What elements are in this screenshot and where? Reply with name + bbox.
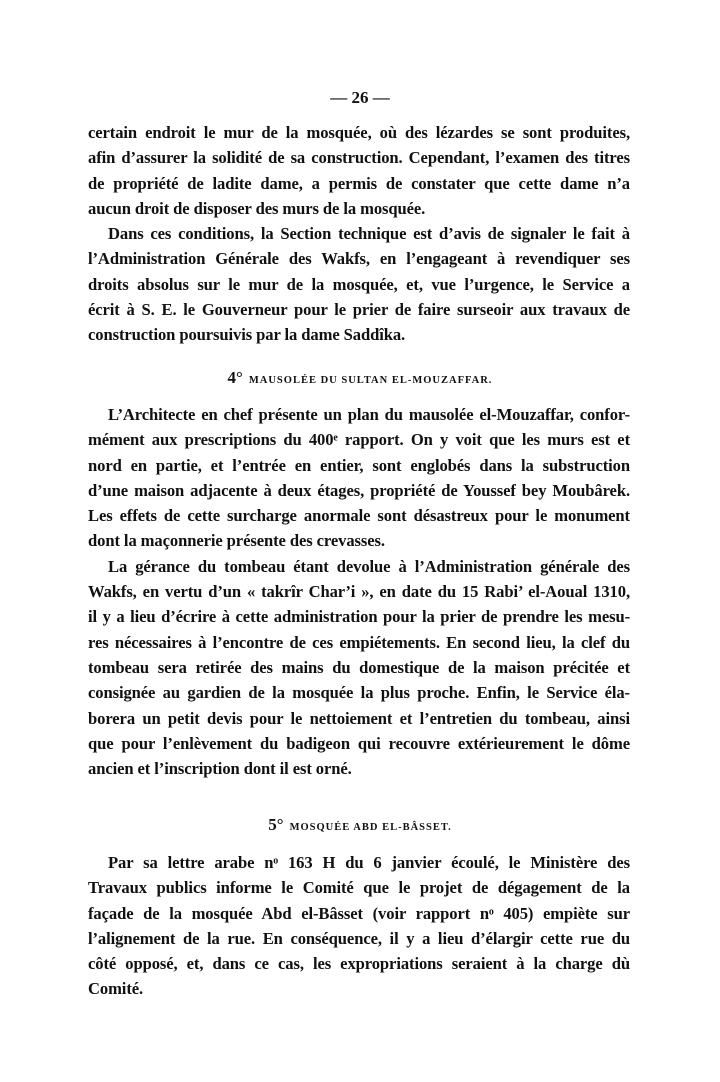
- text-line: Travaux publics informe le Comité que le projet de dégagement de la: [88, 878, 630, 898]
- section-number: 4°: [227, 368, 243, 387]
- page-number: — 26 —: [330, 88, 390, 107]
- text-block: [88, 850, 630, 1002]
- text-line: il y a lieu d’écrire à cette administration pour la prier de prendre les mesu-: [88, 607, 630, 627]
- text-line: l’alignement de la rue. En conséquence, il y a lieu d’élargir cette rue du: [88, 928, 630, 948]
- text-line: res nécessaires à l’encontre de ces empiétements. En second lieu, la clef du: [88, 632, 630, 652]
- text-line: l’Administration Générale des Wakfs, en l’engageant à revendiquer ses: [88, 249, 630, 269]
- text-line: Wakfs, en vertu d’un « takrîr Char’i », en date du 15 Rabi’ el-Aoual 1310,: [88, 582, 630, 602]
- text-line: que pour l’enlèvement du badigeon qui recouvre extérieurement le dôme: [88, 733, 630, 753]
- text-block: [88, 402, 630, 781]
- text-line: écrit à S. E. le Gouverneur pour le prier de faire surseoir aux travaux de: [88, 300, 630, 320]
- section-heading: [0, 368, 720, 388]
- text-line: Comité.: [88, 979, 144, 999]
- text-line: Par sa lettre arabe nᵒ 163 H du 6 janvier écoulé, le Ministère des: [108, 853, 630, 872]
- text-line: ancien et l’inscription dont il est orné.: [88, 759, 352, 779]
- text-line: Dans ces conditions, la Section technique est d’avis de signaler le fait à: [108, 224, 630, 244]
- text-line: côté opposé, et, dans ce cas, les expropriations seraient à la charge dù: [88, 954, 630, 974]
- text-line: consignée au gardien de la mosquée la plus proche. Enfin, le Service éla-: [88, 683, 630, 703]
- paragraph: [88, 402, 630, 554]
- text-line: L’Architecte en chef présente un plan du mausolée el-Mouzaffar, confor-: [108, 405, 630, 424]
- text-line: afin d’assurer la solidité de sa construction. Cependant, l’examen des titres: [88, 148, 630, 168]
- text-line: certain endroit le mur de la mosquée, où des lézardes se sont produites,: [88, 123, 630, 142]
- paragraph: [88, 850, 630, 1002]
- text-line: aucun droit de disposer des murs de la mosquée.: [88, 198, 426, 218]
- text-line: construction poursuivis par la dame Saddîka.: [88, 325, 406, 345]
- text-line: d’une maison adjacente à deux étages, propriété de Youssef bey Moubârek.: [88, 480, 630, 500]
- section-heading: [0, 815, 720, 835]
- text-line: nord en partie, et l’entrée en entier, sont englobés dans la substruction: [88, 455, 630, 475]
- text-line: mément aux prescriptions du 400ᵉ rapport. On y voit que les murs est et: [88, 430, 630, 450]
- text-line: La gérance du tombeau étant devolue à l’Administration générale des: [108, 556, 630, 576]
- text-line: droits absolus sur le mur de la mosquée, et, vue l’urgence, le Service a: [88, 274, 630, 294]
- section-title: MAUSOLÉE DU SULTAN EL-MOUZAFFAR.: [248, 375, 493, 386]
- text-line: borera un petit devis pour le nettoiement et l’entretien du tombeau, ainsi: [88, 708, 630, 728]
- paragraph: [88, 120, 630, 221]
- text-line: dont la maçonnerie présente des crevasses.: [88, 531, 385, 551]
- paragraph: [88, 221, 630, 347]
- text-line: Les effets de cette surcharge anormale sont désastreux pour le monument: [88, 506, 630, 526]
- text-line: de propriété de ladite dame, a permis de constater que cette dame n’a: [88, 173, 630, 193]
- paragraph: [88, 554, 630, 782]
- section-title: MOSQUÉE ABD EL-BÂSSET.: [289, 822, 452, 833]
- section-number: 5°: [268, 815, 284, 834]
- text-block: [88, 120, 630, 348]
- text-line: tombeau sera retirée des mains du domestique de la maison précitée et: [88, 657, 630, 677]
- text-line: façade de la mosquée Abd el-Bâsset (voir rapport nᵒ 405) empiète sur: [88, 903, 630, 923]
